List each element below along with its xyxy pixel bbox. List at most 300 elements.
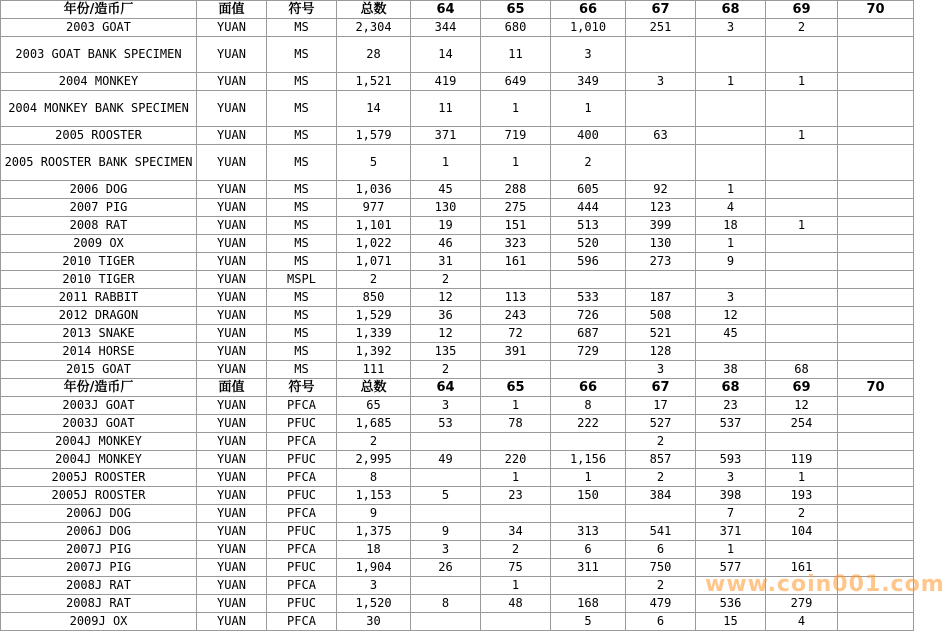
cell-g64: 53	[411, 415, 481, 433]
cell-g64: 5	[411, 487, 481, 505]
cell-g68: 371	[696, 523, 766, 541]
cell-total: 2,304	[337, 19, 411, 37]
cell-g68	[696, 37, 766, 73]
cell-g64: 135	[411, 343, 481, 361]
cell-g65: 78	[481, 415, 551, 433]
cell-g68: 593	[696, 451, 766, 469]
cell-g70	[838, 271, 914, 289]
cell-name: 2008J RAT	[1, 595, 197, 613]
table-row	[1, 37, 914, 73]
cell-g69	[766, 541, 838, 559]
cell-g64	[411, 433, 481, 451]
cell-total: 1,375	[337, 523, 411, 541]
cell-g64: 3	[411, 541, 481, 559]
cell-g67: 3	[626, 361, 696, 379]
cell-g66: 400	[551, 127, 626, 145]
cell-denom: YUAN	[197, 91, 267, 127]
cell-g67: 508	[626, 307, 696, 325]
cell-g67	[626, 37, 696, 73]
cell-denom: YUAN	[197, 523, 267, 541]
cell-g69: 12	[766, 397, 838, 415]
cell-g68	[696, 577, 766, 595]
cell-g68: 45	[696, 325, 766, 343]
cell-total: 1,392	[337, 343, 411, 361]
cell-symbol: MS	[267, 19, 337, 37]
cell-g69: 119	[766, 451, 838, 469]
table-row	[1, 613, 914, 631]
column-header-g67: 67	[626, 379, 696, 397]
cell-symbol: PFCA	[267, 577, 337, 595]
cell-total: 14	[337, 91, 411, 127]
table-row	[1, 325, 914, 343]
cell-g65: 719	[481, 127, 551, 145]
cell-g69: 1	[766, 127, 838, 145]
cell-denom: YUAN	[197, 361, 267, 379]
cell-g68: 38	[696, 361, 766, 379]
table-row	[1, 217, 914, 235]
cell-total: 1,339	[337, 325, 411, 343]
cell-g68: 4	[696, 199, 766, 217]
cell-g70	[838, 235, 914, 253]
cell-g67: 187	[626, 289, 696, 307]
table-row	[1, 253, 914, 271]
cell-symbol: PFCA	[267, 469, 337, 487]
cell-g64: 3	[411, 397, 481, 415]
column-header-total: 总数	[337, 1, 411, 19]
cell-symbol: MS	[267, 325, 337, 343]
cell-g67: 3	[626, 73, 696, 91]
cell-denom: YUAN	[197, 307, 267, 325]
table-row	[1, 559, 914, 577]
table-row	[1, 91, 914, 127]
cell-g70	[838, 19, 914, 37]
cell-name: 2009J OX	[1, 613, 197, 631]
cell-name: 2013 SNAKE	[1, 325, 197, 343]
cell-g67	[626, 505, 696, 523]
table-row	[1, 73, 914, 91]
cell-g69	[766, 253, 838, 271]
cell-g66: 150	[551, 487, 626, 505]
cell-symbol: PFCA	[267, 397, 337, 415]
column-header-name: 年份/造币厂	[1, 1, 197, 19]
cell-symbol: MS	[267, 127, 337, 145]
cell-g67	[626, 91, 696, 127]
table-row	[1, 505, 914, 523]
cell-g70	[838, 91, 914, 127]
cell-denom: YUAN	[197, 37, 267, 73]
cell-g70	[838, 253, 914, 271]
table-row	[1, 145, 914, 181]
cell-g65: 1	[481, 397, 551, 415]
cell-g69	[766, 235, 838, 253]
table-row	[1, 361, 914, 379]
column-header-g64: 64	[411, 379, 481, 397]
cell-g66: 168	[551, 595, 626, 613]
cell-g67	[626, 145, 696, 181]
cell-symbol: PFCA	[267, 433, 337, 451]
cell-g64: 2	[411, 271, 481, 289]
cell-total: 8	[337, 469, 411, 487]
cell-g67: 399	[626, 217, 696, 235]
cell-g64: 371	[411, 127, 481, 145]
cell-g65: 1	[481, 577, 551, 595]
table-row	[1, 469, 914, 487]
table-row	[1, 199, 914, 217]
cell-g65: 113	[481, 289, 551, 307]
cell-g65: 1	[481, 91, 551, 127]
cell-symbol: MS	[267, 343, 337, 361]
cell-g67: 128	[626, 343, 696, 361]
cell-g67: 17	[626, 397, 696, 415]
column-header-name: 年份/造币厂	[1, 379, 197, 397]
cell-g66	[551, 271, 626, 289]
table-row	[1, 433, 914, 451]
cell-g69: 193	[766, 487, 838, 505]
cell-g70	[838, 541, 914, 559]
cell-g66: 3	[551, 37, 626, 73]
cell-g67: 479	[626, 595, 696, 613]
cell-symbol: MS	[267, 235, 337, 253]
cell-g70	[838, 577, 914, 595]
cell-symbol: MS	[267, 73, 337, 91]
cell-g67: 92	[626, 181, 696, 199]
table-row	[1, 541, 914, 559]
cell-g65: 391	[481, 343, 551, 361]
table-row	[1, 307, 914, 325]
column-header-g67: 67	[626, 1, 696, 19]
cell-g66: 8	[551, 397, 626, 415]
cell-g70	[838, 433, 914, 451]
column-header-g70: 70	[838, 379, 914, 397]
cell-g64: 12	[411, 325, 481, 343]
cell-g68: 1	[696, 235, 766, 253]
cell-total: 1,071	[337, 253, 411, 271]
cell-g68: 1	[696, 181, 766, 199]
cell-g65: 75	[481, 559, 551, 577]
cell-denom: YUAN	[197, 253, 267, 271]
cell-denom: YUAN	[197, 487, 267, 505]
cell-g66: 349	[551, 73, 626, 91]
cell-g64: 49	[411, 451, 481, 469]
cell-g67: 6	[626, 541, 696, 559]
cell-g67: 123	[626, 199, 696, 217]
cell-g67: 2	[626, 433, 696, 451]
cell-g69: 2	[766, 19, 838, 37]
cell-g68: 1	[696, 73, 766, 91]
cell-g68	[696, 271, 766, 289]
cell-g68	[696, 343, 766, 361]
table-row	[1, 181, 914, 199]
cell-g68: 12	[696, 307, 766, 325]
table-row	[1, 415, 914, 433]
cell-total: 1,101	[337, 217, 411, 235]
cell-symbol: MS	[267, 289, 337, 307]
cell-symbol: PFUC	[267, 523, 337, 541]
cell-g64	[411, 613, 481, 631]
cell-g65: 34	[481, 523, 551, 541]
cell-g70	[838, 505, 914, 523]
cell-g65: 323	[481, 235, 551, 253]
cell-g64: 31	[411, 253, 481, 271]
cell-g64: 419	[411, 73, 481, 91]
cell-total: 1,022	[337, 235, 411, 253]
cell-g65: 151	[481, 217, 551, 235]
cell-g68: 1	[696, 541, 766, 559]
cell-g70	[838, 613, 914, 631]
table-row	[1, 235, 914, 253]
cell-g66: 311	[551, 559, 626, 577]
cell-g65	[481, 505, 551, 523]
cell-g65: 11	[481, 37, 551, 73]
cell-g66: 520	[551, 235, 626, 253]
cell-g68	[696, 127, 766, 145]
column-header-g65: 65	[481, 379, 551, 397]
cell-g64: 130	[411, 199, 481, 217]
cell-g68: 3	[696, 19, 766, 37]
cell-symbol: MS	[267, 361, 337, 379]
cell-denom: YUAN	[197, 271, 267, 289]
cell-g68: 15	[696, 613, 766, 631]
cell-symbol: MS	[267, 307, 337, 325]
cell-g64: 36	[411, 307, 481, 325]
cell-g67: 384	[626, 487, 696, 505]
cell-g68: 3	[696, 289, 766, 307]
cell-denom: YUAN	[197, 595, 267, 613]
cell-symbol: MS	[267, 145, 337, 181]
column-header-denom: 面值	[197, 1, 267, 19]
cell-g68: 3	[696, 469, 766, 487]
column-header-g69: 69	[766, 1, 838, 19]
cell-total: 1,579	[337, 127, 411, 145]
cell-g68: 7	[696, 505, 766, 523]
cell-g67: 2	[626, 469, 696, 487]
cell-g65: 1	[481, 145, 551, 181]
cell-denom: YUAN	[197, 415, 267, 433]
cell-denom: YUAN	[197, 505, 267, 523]
cell-total: 977	[337, 199, 411, 217]
cell-g69	[766, 37, 838, 73]
cell-g69: 68	[766, 361, 838, 379]
cell-g67: 750	[626, 559, 696, 577]
cell-name: 2007 PIG	[1, 199, 197, 217]
cell-symbol: MS	[267, 91, 337, 127]
cell-name: 2006 DOG	[1, 181, 197, 199]
column-header-total: 总数	[337, 379, 411, 397]
cell-g64: 26	[411, 559, 481, 577]
cell-g69: 4	[766, 613, 838, 631]
cell-g64	[411, 505, 481, 523]
cell-g70	[838, 181, 914, 199]
cell-g69: 1	[766, 73, 838, 91]
cell-g65: 2	[481, 541, 551, 559]
column-header-denom: 面值	[197, 379, 267, 397]
cell-g65: 23	[481, 487, 551, 505]
cell-name: 2003J GOAT	[1, 397, 197, 415]
cell-denom: YUAN	[197, 577, 267, 595]
cell-g64: 8	[411, 595, 481, 613]
column-header-g64: 64	[411, 1, 481, 19]
cell-g66: 6	[551, 541, 626, 559]
cell-g70	[838, 289, 914, 307]
cell-symbol: PFUC	[267, 559, 337, 577]
cell-total: 2	[337, 271, 411, 289]
column-header-g70: 70	[838, 1, 914, 19]
cell-denom: YUAN	[197, 19, 267, 37]
cell-g70	[838, 559, 914, 577]
cell-g65	[481, 271, 551, 289]
cell-denom: YUAN	[197, 613, 267, 631]
cell-denom: YUAN	[197, 433, 267, 451]
cell-total: 5	[337, 145, 411, 181]
cell-g68: 537	[696, 415, 766, 433]
cell-g67: 273	[626, 253, 696, 271]
cell-g69	[766, 145, 838, 181]
cell-g69	[766, 91, 838, 127]
cell-denom: YUAN	[197, 541, 267, 559]
table-row	[1, 595, 914, 613]
cell-g65: 288	[481, 181, 551, 199]
cell-g70	[838, 397, 914, 415]
cell-g64: 9	[411, 523, 481, 541]
cell-symbol: MS	[267, 253, 337, 271]
cell-g69	[766, 433, 838, 451]
cell-name: 2015 GOAT	[1, 361, 197, 379]
cell-g65: 1	[481, 469, 551, 487]
cell-symbol: MSPL	[267, 271, 337, 289]
cell-symbol: PFCA	[267, 505, 337, 523]
cell-g67: 527	[626, 415, 696, 433]
cell-g70	[838, 73, 914, 91]
cell-g66: 726	[551, 307, 626, 325]
cell-name: 2006J DOG	[1, 523, 197, 541]
cell-g64: 11	[411, 91, 481, 127]
column-header-symbol: 符号	[267, 379, 337, 397]
cell-g68: 23	[696, 397, 766, 415]
cell-name: 2007J PIG	[1, 541, 197, 559]
cell-name: 2007J PIG	[1, 559, 197, 577]
cell-denom: YUAN	[197, 145, 267, 181]
cell-symbol: PFUC	[267, 595, 337, 613]
cell-total: 1,153	[337, 487, 411, 505]
cell-denom: YUAN	[197, 73, 267, 91]
cell-g66: 687	[551, 325, 626, 343]
cell-name: 2005J ROOSTER	[1, 469, 197, 487]
cell-name: 2009 OX	[1, 235, 197, 253]
cell-g64: 12	[411, 289, 481, 307]
cell-total: 1,036	[337, 181, 411, 199]
cell-g66: 444	[551, 199, 626, 217]
cell-denom: YUAN	[197, 127, 267, 145]
column-header-g66: 66	[551, 1, 626, 19]
column-header-g65: 65	[481, 1, 551, 19]
cell-total: 18	[337, 541, 411, 559]
table-row	[1, 397, 914, 415]
cell-total: 1,529	[337, 307, 411, 325]
cell-g70	[838, 595, 914, 613]
cell-g69: 2	[766, 505, 838, 523]
column-header-symbol: 符号	[267, 1, 337, 19]
cell-name: 2014 HORSE	[1, 343, 197, 361]
cell-denom: YUAN	[197, 235, 267, 253]
cell-g69: 1	[766, 469, 838, 487]
cell-g68: 536	[696, 595, 766, 613]
cell-name: 2010 TIGER	[1, 271, 197, 289]
table-row	[1, 451, 914, 469]
cell-denom: YUAN	[197, 325, 267, 343]
cell-g68	[696, 433, 766, 451]
cell-name: 2010 TIGER	[1, 253, 197, 271]
cell-name: 2004 MONKEY	[1, 73, 197, 91]
cell-total: 28	[337, 37, 411, 73]
cell-g65: 161	[481, 253, 551, 271]
cell-g66: 605	[551, 181, 626, 199]
cell-g70	[838, 487, 914, 505]
cell-total: 9	[337, 505, 411, 523]
cell-g69	[766, 307, 838, 325]
cell-g67: 2	[626, 577, 696, 595]
cell-g66	[551, 577, 626, 595]
column-header-g68: 68	[696, 1, 766, 19]
cell-g67: 521	[626, 325, 696, 343]
cell-g69	[766, 343, 838, 361]
cell-g66	[551, 505, 626, 523]
cell-name: 2005 ROOSTER	[1, 127, 197, 145]
cell-g68: 398	[696, 487, 766, 505]
cell-g67: 63	[626, 127, 696, 145]
cell-g70	[838, 469, 914, 487]
cell-total: 2	[337, 433, 411, 451]
table-row	[1, 289, 914, 307]
cell-g67	[626, 271, 696, 289]
table-row	[1, 127, 914, 145]
cell-name: 2008J RAT	[1, 577, 197, 595]
cell-symbol: MS	[267, 181, 337, 199]
cell-symbol: MS	[267, 217, 337, 235]
cell-g67: 541	[626, 523, 696, 541]
cell-g69: 104	[766, 523, 838, 541]
cell-total: 1,685	[337, 415, 411, 433]
cell-name: 2004J MONKEY	[1, 451, 197, 469]
cell-name: 2003 GOAT BANK SPECIMEN	[1, 37, 197, 73]
cell-g69: 161	[766, 559, 838, 577]
cell-g67: 6	[626, 613, 696, 631]
column-header-g68: 68	[696, 379, 766, 397]
cell-total: 30	[337, 613, 411, 631]
table-row	[1, 19, 914, 37]
cell-name: 2003 GOAT	[1, 19, 197, 37]
cell-g66: 729	[551, 343, 626, 361]
cell-denom: YUAN	[197, 181, 267, 199]
cell-symbol: MS	[267, 199, 337, 217]
cell-g70	[838, 145, 914, 181]
cell-g65: 48	[481, 595, 551, 613]
cell-total: 850	[337, 289, 411, 307]
cell-name: 2012 DRAGON	[1, 307, 197, 325]
cell-denom: YUAN	[197, 289, 267, 307]
cell-name: 2011 RABBIT	[1, 289, 197, 307]
cell-g70	[838, 415, 914, 433]
cell-name: 2006J DOG	[1, 505, 197, 523]
cell-denom: YUAN	[197, 559, 267, 577]
cell-g65: 243	[481, 307, 551, 325]
column-header-g66: 66	[551, 379, 626, 397]
cell-g66	[551, 433, 626, 451]
cell-g65: 649	[481, 73, 551, 91]
cell-g70	[838, 523, 914, 541]
cell-g64: 2	[411, 361, 481, 379]
cell-g67: 857	[626, 451, 696, 469]
cell-total: 1,521	[337, 73, 411, 91]
